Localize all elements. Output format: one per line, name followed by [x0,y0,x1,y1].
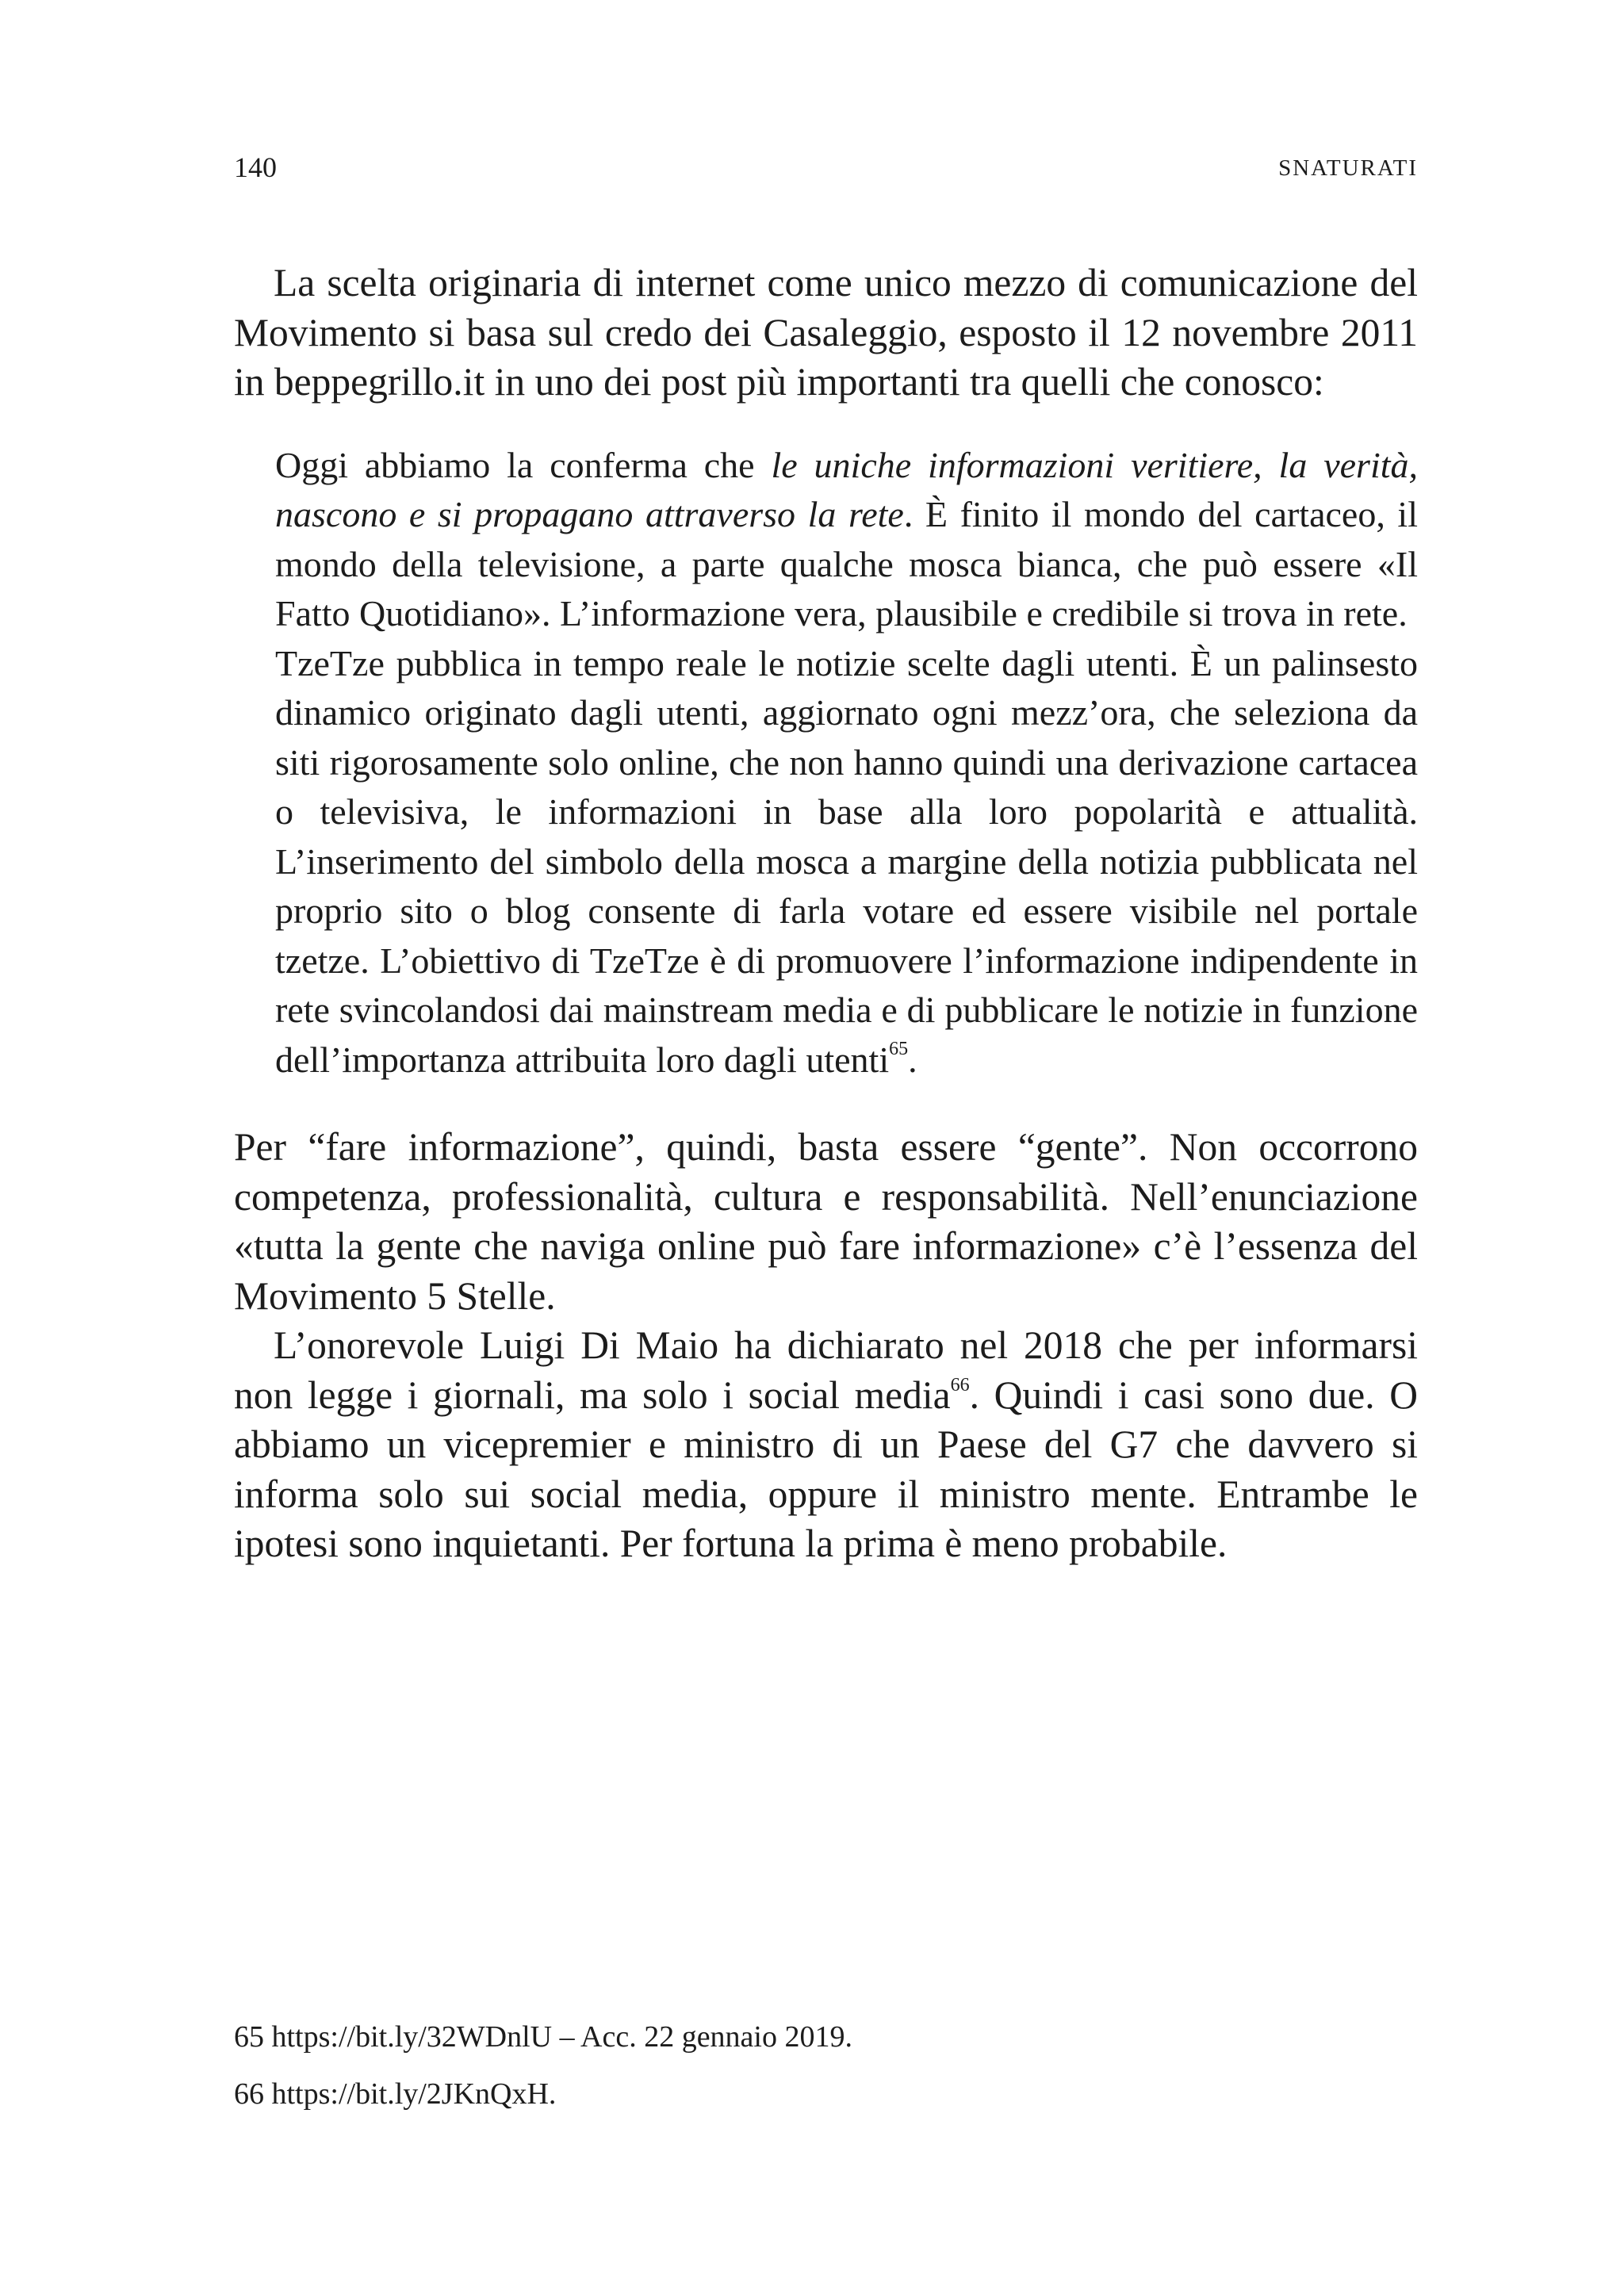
running-head [234,151,1418,190]
paragraph-text: L’onorevole Luigi Di Maio ha dichiarato nel 2018 che per informarsi non legge i giornali, ma solo i social media [234,1323,1418,1417]
footnotes [234,2008,1344,2123]
block-quote [275,441,1418,1085]
running-title: SNATURATI [1278,155,1418,181]
footnote-66: 66 https://bit.ly/2JKnQxH. [234,2077,557,2111]
footnote-ref-65[interactable]: 65 [889,1038,909,1059]
quote-italic-emphasis: le uniche informazioni veritiere, la verità, nascono e si propagano attraverso la rete [275,444,1419,534]
quote-paragraph-2 [275,639,1418,1085]
main-text [234,258,1418,1569]
quote-text: . [908,1039,917,1080]
footnote-ref-66[interactable]: 66 [950,1374,970,1395]
quote-text: . È finito il mondo del cartaceo, il mondo della televisione, a parte qualche mosca bianca, che può essere «Il Fatto Quotidiano». L’informazione vera, plausibile e credibile si trova in rete. [275,494,1418,634]
paragraph-intro: La scelta originaria di internet come unico mezzo di comunicazione del Movimento si basa sul credo dei Casaleggio, esposto il 12 novembre 2011 in beppegrillo.it in uno dei post più importanti tra quelli che conosco: [234,261,1418,404]
footnote-65: 65 https://bit.ly/32WDnlU – Acc. 22 gennaio 2019. [234,2020,852,2054]
paragraph-di-maio [234,1321,1418,1569]
paragraph-gente: Per “fare informazione”, quindi, basta essere “gente”. Non occorrono competenza, professionalità, cultura e responsabilità. Nell’enunciazione «tutta la gente che naviga online può fare informazione» c’è l’essenza del Movimento 5 Stelle. [234,1125,1418,1318]
quote-text: Oggi abbiamo la conferma che [275,444,772,485]
quote-text: TzeTze pubblica in tempo reale le notizie scelte dagli utenti. È un palinsesto dinamico originato dagli utenti, aggiornato ogni mezz’ora, che seleziona da siti rigorosamente solo online, che non hanno quindi una derivazione cartacea o televisiva, le informazioni in base alla loro popolarità e attualità. L’inserimento del simbolo della mosca a margine della notizia pubblicata nel proprio sito o blog consente di farla votare ed essere visibile nel portale tzetze. L’obiettivo di TzeTze è di promuovere l’informazione indipendente in rete svincolandosi dai mainstream media e di pubblicare le notizie in funzione dell’importanza attribuita loro dagli utenti [275,642,1418,1080]
page-number: 140 [234,151,277,183]
paragraph-text: . Quindi i casi sono due. O abbiamo un vicepremier e ministro di un Paese del G7 che davvero si informa solo sui social media, oppure il ministro mente. Entrambe le ipotesi sono inquietanti. Per fortuna la prima è meno probabile. [234,1372,1418,1565]
quote-paragraph-1 [275,441,1418,639]
